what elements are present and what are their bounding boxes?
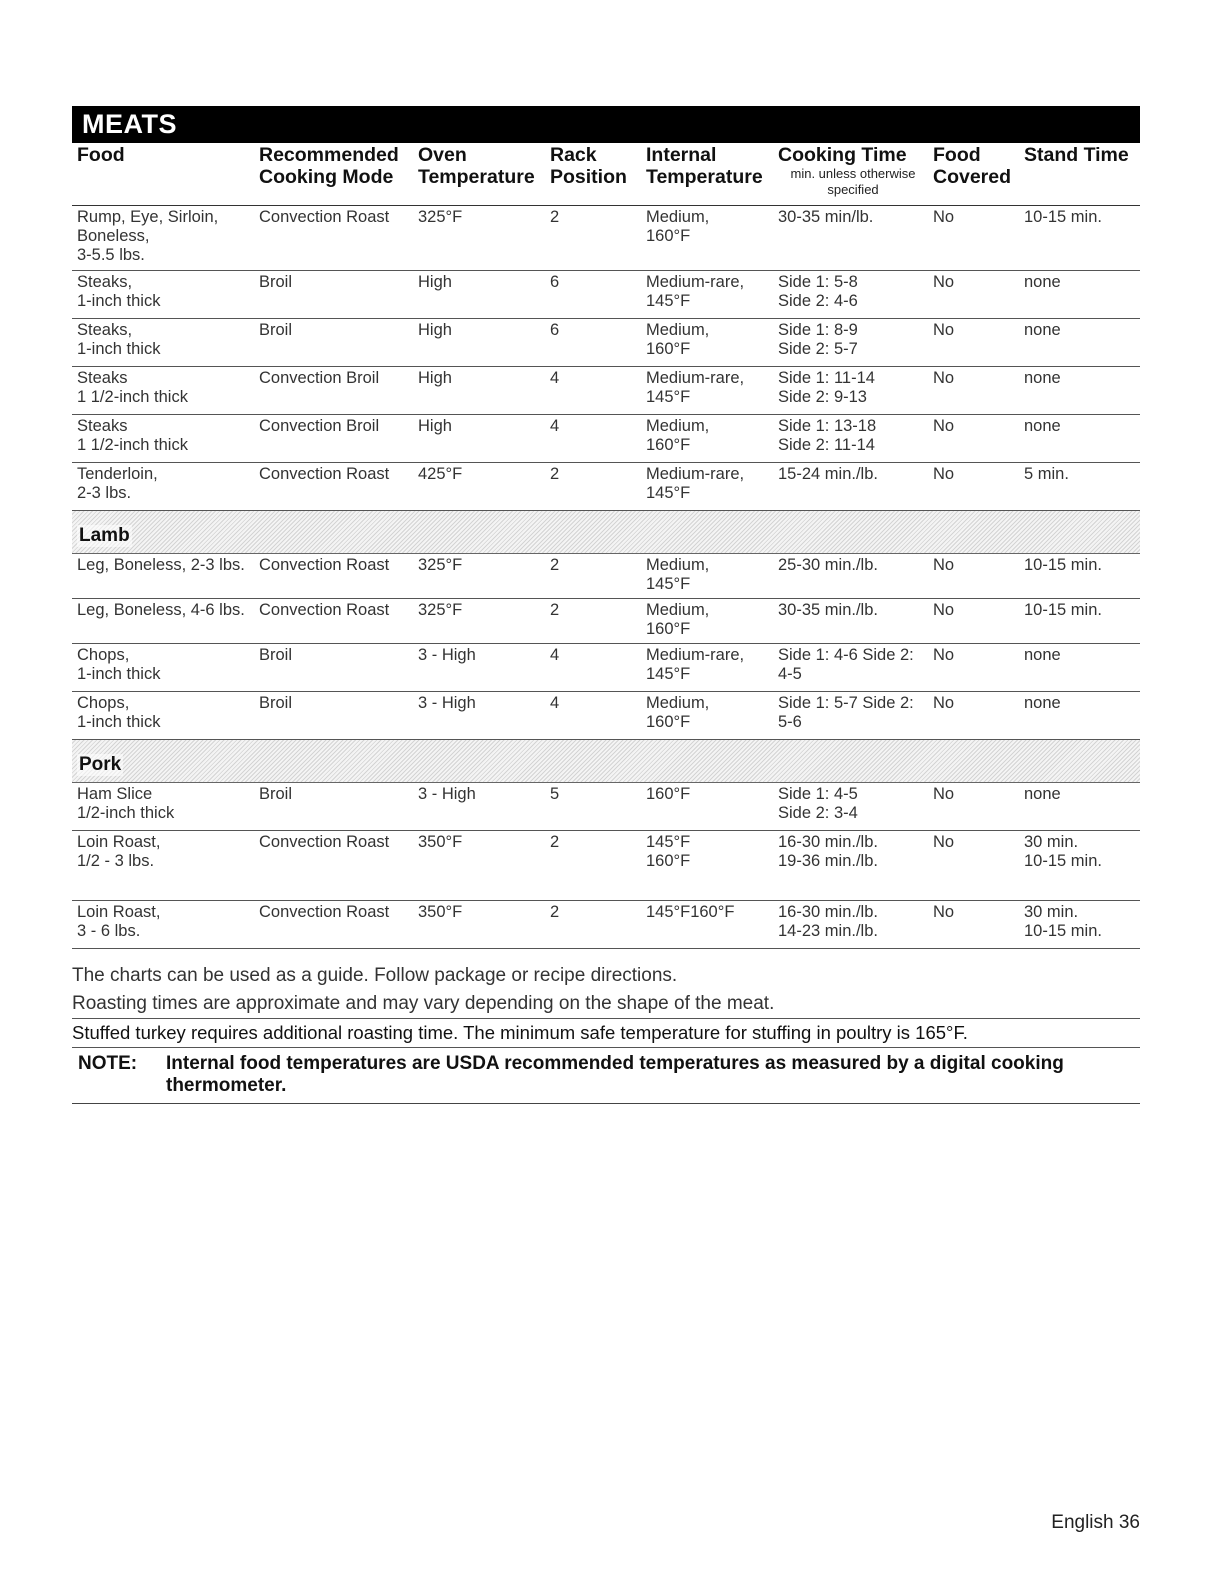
cell-covered: No <box>933 273 955 291</box>
cell-stand-time: 5 min. <box>1024 465 1069 483</box>
table-row <box>72 644 1140 692</box>
cell-food: Chops, 1-inch thick <box>77 694 161 731</box>
cell-covered: No <box>933 785 955 803</box>
cell-rack: 4 <box>550 646 560 664</box>
page-number: English 36 <box>1051 1512 1140 1533</box>
table-row <box>72 367 1140 415</box>
cell-oven-temp: 325°F <box>418 556 463 574</box>
cell-mode: Convection Roast <box>259 556 390 574</box>
pork-rows <box>72 783 1140 949</box>
cell-internal-temp: Medium-rare, 145°F <box>646 273 745 310</box>
cell-mode: Broil <box>259 273 293 291</box>
header-time <box>773 144 928 198</box>
cell-stand-time: 30 min. 10-15 min. <box>1024 903 1102 940</box>
cell-cooking-time: 30-35 min./lb. <box>778 601 878 619</box>
cell-mode: Broil <box>259 694 293 712</box>
table-row <box>72 692 1140 740</box>
table-row <box>72 554 1140 599</box>
cell-covered: No <box>933 646 955 664</box>
cell-internal-temp: 145°F 160°F <box>646 833 691 870</box>
cell-mode: Broil <box>259 646 293 664</box>
cell-cooking-time: 30-35 min/lb. <box>778 208 874 226</box>
cell-internal-temp: Medium, 160°F <box>646 694 710 731</box>
table-row <box>72 319 1140 367</box>
cell-rack: 4 <box>550 694 560 712</box>
cell-oven-temp: 425°F <box>418 465 463 483</box>
notes <box>72 962 1140 1104</box>
cell-cooking-time: Side 1: 4-6 Side 2: 4-5 <box>778 646 914 683</box>
cell-cooking-time: 16-30 min./lb. 19-36 min./lb. <box>778 833 878 870</box>
cell-covered: No <box>933 369 955 387</box>
cell-mode: Convection Broil <box>259 369 380 387</box>
cell-stand-time: none <box>1024 369 1061 387</box>
header-covered: Food Covered <box>933 144 1012 188</box>
cell-internal-temp: Medium-rare, 145°F <box>646 465 745 502</box>
cell-covered: No <box>933 417 955 435</box>
cell-food: Steaks, 1-inch thick <box>77 273 161 310</box>
cell-rack: 4 <box>550 369 560 387</box>
cell-internal-temp: Medium-rare, 145°F <box>646 646 745 683</box>
cell-rack: 2 <box>550 601 560 619</box>
table-row <box>72 463 1140 511</box>
cell-food: Steaks, 1-inch thick <box>77 321 161 358</box>
cell-oven-temp: High <box>418 273 452 291</box>
header-time-label: Cooking Time <box>778 144 907 166</box>
cell-cooking-time: 16-30 min./lb. 14-23 min./lb. <box>778 903 878 940</box>
header-mode: Recommended Cooking Mode <box>259 144 399 188</box>
note-line-2: Roasting times are approximate and may vary depending on the shape of the meat. <box>72 990 1140 1019</box>
cell-rack: 2 <box>550 903 560 921</box>
lamb-section-header <box>72 511 1140 554</box>
cell-cooking-time: 25-30 min./lb. <box>778 556 878 574</box>
table-row <box>72 901 1140 949</box>
cell-covered: No <box>933 321 955 339</box>
cell-oven-temp: 350°F <box>418 833 463 851</box>
cell-internal-temp: 160°F <box>646 785 691 803</box>
cell-stand-time: 10-15 min. <box>1024 601 1102 619</box>
cell-cooking-time: Side 1: 11-14 Side 2: 9-13 <box>778 369 875 406</box>
table-row <box>72 206 1140 271</box>
header-time-note: min. unless otherwise specified <box>790 166 916 197</box>
cell-internal-temp: Medium-rare, 145°F <box>646 369 745 406</box>
cell-rack: 2 <box>550 465 560 483</box>
cell-oven-temp: 3 - High <box>418 694 476 712</box>
note-line-3: Stuffed turkey requires additional roasting time. The minimum safe temperature for stuffing in poultry is 165°F. <box>72 1019 1140 1048</box>
cell-stand-time: none <box>1024 417 1061 435</box>
cell-mode: Convection Roast <box>259 903 390 921</box>
cell-food: Ham Slice 1/2-inch thick <box>77 785 175 822</box>
cell-covered: No <box>933 208 955 226</box>
cell-oven-temp: 3 - High <box>418 785 476 803</box>
table-row <box>72 599 1140 644</box>
cell-covered: No <box>933 465 955 483</box>
header-oven: Oven Temperature <box>418 144 535 188</box>
cell-internal-temp: Medium, 160°F <box>646 208 710 245</box>
cell-oven-temp: 350°F <box>418 903 463 921</box>
header-food: Food <box>77 144 125 166</box>
cell-food: Rump, Eye, Sirloin, Boneless, 3-5.5 lbs. <box>77 208 219 264</box>
pork-section-header <box>72 740 1140 783</box>
cell-covered: No <box>933 903 955 921</box>
cell-oven-temp: 325°F <box>418 208 463 226</box>
cell-oven-temp: High <box>418 417 452 435</box>
meats-banner: MEATS <box>72 106 1140 143</box>
cell-stand-time: none <box>1024 273 1061 291</box>
cell-rack: 6 <box>550 273 560 291</box>
cell-stand-time: none <box>1024 694 1061 712</box>
header-stand: Stand Time <box>1024 144 1129 166</box>
cell-food: Steaks 1 1/2-inch thick <box>77 417 188 454</box>
table-row <box>72 831 1140 901</box>
cell-internal-temp: Medium, 160°F <box>646 321 710 358</box>
cell-cooking-time: Side 1: 5-8 Side 2: 4-6 <box>778 273 858 310</box>
cell-oven-temp: 325°F <box>418 601 463 619</box>
cell-food: Loin Roast, 3 - 6 lbs. <box>77 903 161 940</box>
cell-oven-temp: 3 - High <box>418 646 476 664</box>
cell-mode: Broil <box>259 785 293 803</box>
cell-internal-temp: 145°F160°F <box>646 903 735 921</box>
table-row <box>72 415 1140 463</box>
cell-rack: 6 <box>550 321 560 339</box>
table-header <box>72 143 1140 206</box>
cell-stand-time: none <box>1024 646 1061 664</box>
header-internal: Internal Temperature <box>646 144 763 188</box>
table-row <box>72 271 1140 319</box>
cell-rack: 2 <box>550 208 560 226</box>
cell-covered: No <box>933 556 955 574</box>
cell-stand-time: 30 min. 10-15 min. <box>1024 833 1102 870</box>
cell-covered: No <box>933 601 955 619</box>
cell-mode: Convection Roast <box>259 601 390 619</box>
cell-food: Leg, Boneless, 4-6 lbs. <box>77 601 245 619</box>
note-label: NOTE: <box>78 1053 138 1074</box>
cell-stand-time: none <box>1024 321 1061 339</box>
lamb-label: Lamb <box>79 525 130 546</box>
cell-mode: Convection Roast <box>259 208 390 226</box>
cell-food: Chops, 1-inch thick <box>77 646 161 683</box>
cell-mode: Convection Roast <box>259 833 390 851</box>
cell-oven-temp: High <box>418 321 452 339</box>
pork-label: Pork <box>79 754 122 775</box>
meats-chart <box>72 106 1140 949</box>
cell-rack: 4 <box>550 417 560 435</box>
cell-rack: 2 <box>550 833 560 851</box>
cell-oven-temp: High <box>418 369 452 387</box>
table-row <box>72 783 1140 831</box>
cell-cooking-time: Side 1: 5-7 Side 2: 5-6 <box>778 694 914 731</box>
cell-mode: Convection Broil <box>259 417 380 435</box>
cell-internal-temp: Medium, 160°F <box>646 417 710 454</box>
cell-food: Loin Roast, 1/2 - 3 lbs. <box>77 833 161 870</box>
cell-covered: No <box>933 833 955 851</box>
cell-covered: No <box>933 694 955 712</box>
cell-stand-time: 10-15 min. <box>1024 556 1102 574</box>
cell-food: Leg, Boneless, 2-3 lbs. <box>77 556 245 574</box>
cell-rack: 2 <box>550 556 560 574</box>
cell-cooking-time: Side 1: 4-5 Side 2: 3-4 <box>778 785 858 822</box>
cell-cooking-time: Side 1: 8-9 Side 2: 5-7 <box>778 321 858 358</box>
cell-internal-temp: Medium, 145°F <box>646 556 710 593</box>
cell-food: Tenderloin, 2-3 lbs. <box>77 465 158 502</box>
cell-rack: 5 <box>550 785 560 803</box>
cell-cooking-time: 15-24 min./lb. <box>778 465 878 483</box>
cell-internal-temp: Medium, 160°F <box>646 601 710 638</box>
cell-stand-time: 10-15 min. <box>1024 208 1102 226</box>
cell-stand-time: none <box>1024 785 1061 803</box>
header-rack: Rack Position <box>550 144 627 188</box>
cell-food: Steaks 1 1/2-inch thick <box>77 369 188 406</box>
cell-mode: Broil <box>259 321 293 339</box>
cell-mode: Convection Roast <box>259 465 390 483</box>
note-line-1: The charts can be used as a guide. Follow package or recipe directions. <box>72 965 678 986</box>
cell-cooking-time: Side 1: 13-18 Side 2: 11-14 <box>778 417 877 454</box>
lamb-rows <box>72 554 1140 740</box>
note-text: Internal food temperatures are USDA recommended temperatures as measured by a digital cooking thermometer. <box>166 1053 1064 1096</box>
beef-rows <box>72 206 1140 511</box>
usda-note <box>72 1048 1140 1104</box>
